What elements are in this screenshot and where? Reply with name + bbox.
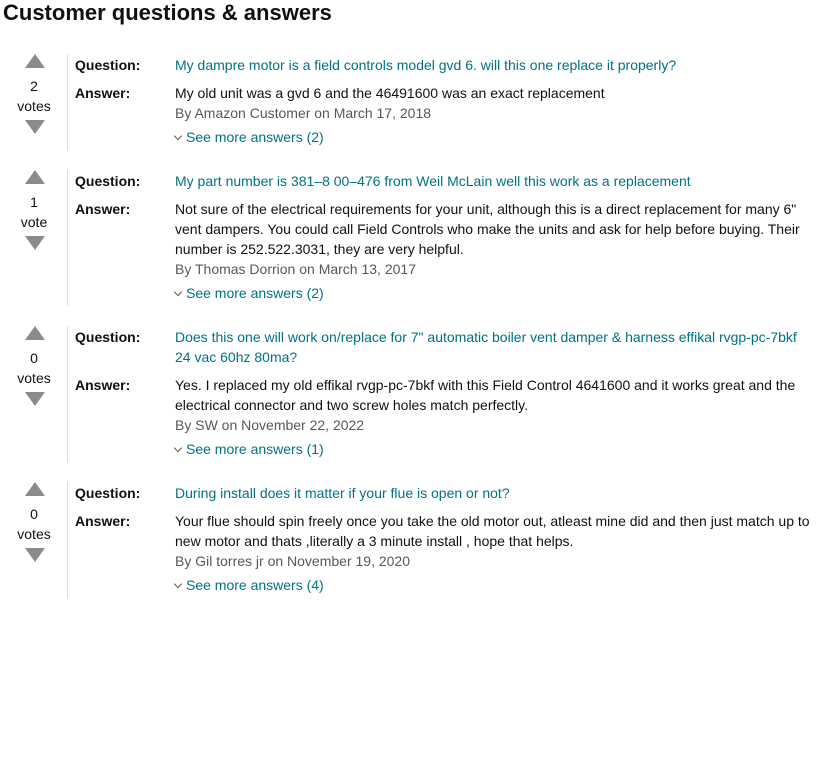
see-more-label: See more answers (4) — [186, 577, 324, 593]
downvote-icon[interactable] — [25, 392, 45, 406]
see-more-label: See more answers (2) — [186, 129, 324, 145]
vote-count: 2 — [30, 78, 38, 94]
upvote-icon[interactable] — [25, 482, 45, 496]
vote-unit: votes — [17, 98, 51, 114]
answer-label: Answer: — [75, 377, 131, 393]
upvote-icon[interactable] — [25, 170, 45, 184]
upvote-icon[interactable] — [25, 326, 45, 340]
vote-unit: votes — [17, 370, 51, 386]
question-label: Question: — [75, 329, 141, 345]
question-link[interactable]: During install does it matter if your flue is open or not? — [175, 485, 510, 501]
chevron-down-icon — [174, 580, 182, 588]
qa-item — [0, 170, 823, 306]
question-text — [175, 55, 810, 75]
answer-text: Not sure of the electrical requirements for your unit, although this is a direct replacement for many 6" vent dampers. You could call Field Controls who make the units and ask for help before buying. Their number is 252.522.3031, they are very helpful. — [175, 201, 800, 257]
see-more-answers-link[interactable] — [173, 439, 324, 459]
qa-item — [0, 54, 823, 150]
answer-byline: By Gil torres jr on November 19, 2020 — [175, 553, 410, 569]
answer-byline: By Thomas Dorrion on March 13, 2017 — [175, 261, 416, 277]
answer-label: Answer: — [75, 513, 131, 529]
vote-column — [0, 326, 68, 462]
question-link[interactable]: My part number is 381–8 00–476 from Weil McLain well this work as a replacement — [175, 173, 691, 189]
vote-unit: votes — [17, 526, 51, 542]
vote-column — [0, 482, 68, 598]
answer-byline: By Amazon Customer on March 17, 2018 — [175, 105, 432, 121]
chevron-down-icon — [174, 288, 182, 296]
downvote-icon[interactable] — [25, 120, 45, 134]
see-more-answers-link[interactable] — [173, 575, 324, 595]
answer-text: Your flue should spin freely once you take the old motor out, atleast mine did and then just match up to new motor and thats ,literally a 3 minute install , hope that helps. — [175, 513, 810, 549]
see-more-label: See more answers (1) — [186, 441, 324, 457]
page-title: Customer questions & answers — [3, 0, 332, 25]
question-label: Question: — [75, 485, 141, 501]
answer-label: Answer: — [75, 201, 131, 217]
upvote-icon[interactable] — [25, 54, 45, 68]
question-label: Question: — [75, 57, 141, 73]
question-link[interactable]: Does this one will work on/replace for 7" automatic boiler vent damper & harness effikal rvgp-pc-7bkf 24 vac 60hz 80ma? — [175, 329, 797, 365]
answer-byline: By SW on November 22, 2022 — [175, 417, 365, 433]
see-more-answers-link[interactable] — [173, 283, 324, 303]
vote-column — [0, 54, 68, 150]
answer-text: My old unit was a gvd 6 and the 46491600 was an exact replacement — [175, 85, 605, 101]
downvote-icon[interactable] — [25, 236, 45, 250]
vote-unit: vote — [20, 214, 48, 230]
see-more-answers-link[interactable] — [173, 127, 324, 147]
vote-count: 0 — [30, 506, 38, 522]
question-text — [175, 327, 810, 367]
vote-count: 1 — [30, 194, 38, 210]
vote-count: 0 — [30, 350, 38, 366]
vote-column — [0, 170, 68, 306]
qa-item — [0, 482, 823, 598]
see-more-label: See more answers (2) — [186, 285, 324, 301]
question-label: Question: — [75, 173, 141, 189]
chevron-down-icon — [174, 132, 182, 140]
question-text — [175, 171, 810, 191]
answer-text: Yes. I replaced my old effikal rvgp-pc-7bkf with this Field Control 4641600 and it works great and the electrical connector and two screw holes match perfectly. — [175, 377, 796, 413]
question-link[interactable]: My dampre motor is a field controls model gvd 6. will this one replace it properly? — [175, 57, 677, 73]
chevron-down-icon — [174, 444, 182, 452]
question-text — [175, 483, 810, 503]
answer-label: Answer: — [75, 85, 131, 101]
qa-item — [0, 326, 823, 462]
downvote-icon[interactable] — [25, 548, 45, 562]
